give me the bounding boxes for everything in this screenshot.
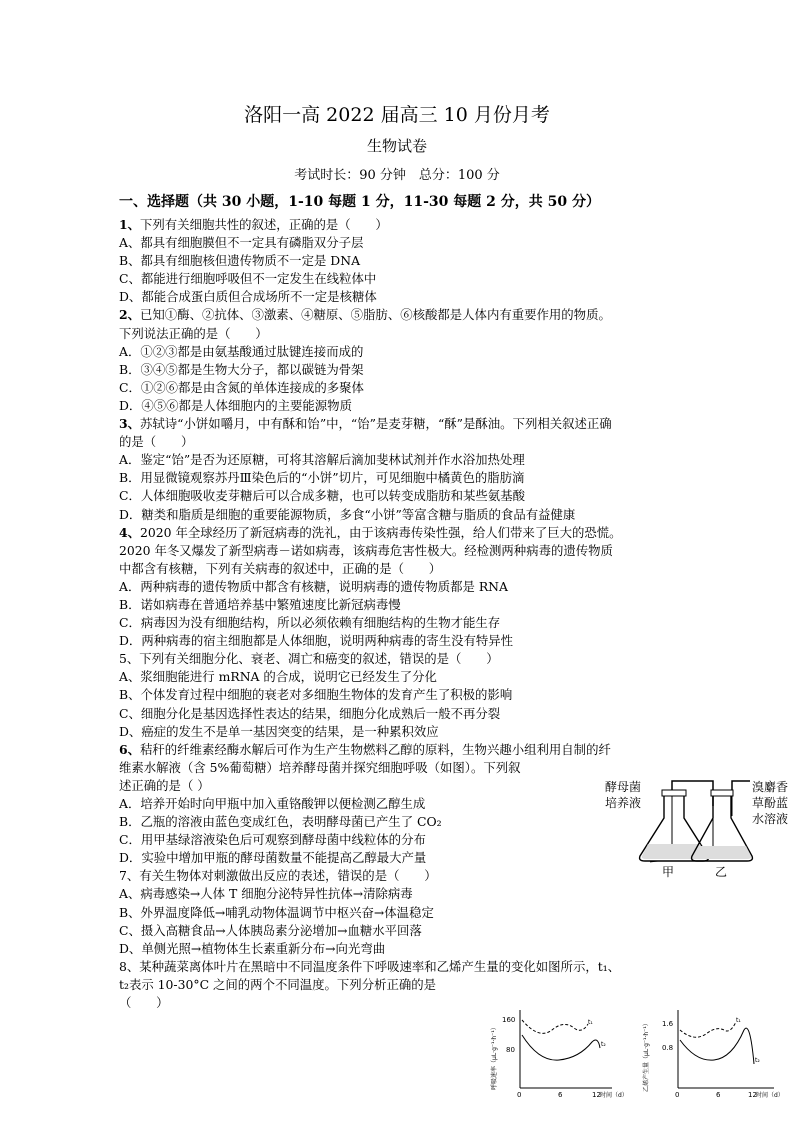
respiration-label-t1: t₁ — [588, 1019, 593, 1026]
question-text: D．糖类和脂质是细胞的重要能源物质，多食“小饼”等富含糖与脂质的食品有益健康 — [119, 506, 576, 522]
respiration-xtick-6: 6 — [558, 1091, 563, 1099]
ethylene-ylabel: 乙烯产生量（μL·g⁻¹·h⁻¹） — [643, 1020, 650, 1092]
section-title: 一、选择题（共 30 小题，1-10 每题 1 分，11-30 每题 2 分，共 50 分） — [119, 194, 600, 210]
question-number: 2、 — [119, 307, 141, 323]
question-line — [119, 705, 699, 723]
question-line — [119, 958, 699, 976]
question-line — [119, 234, 699, 252]
question-line — [119, 596, 699, 614]
ethylene-chart — [634, 1000, 784, 1110]
question-text: 8、某种蔬菜离体叶片在黑暗中不同温度条件下呼吸速率和乙烯产生量的变化如图所示，t₁、 — [119, 958, 621, 974]
question-line — [119, 668, 699, 686]
respiration-chart — [484, 1000, 628, 1110]
question-text: 中都含有核糖，下列有关病毒的叙述中，正确的是（ ） — [119, 560, 442, 576]
exam-subtitle: 生物试卷 — [366, 137, 427, 155]
ethylene-xtick-6: 6 — [716, 1091, 721, 1099]
question-text: 5、下列有关细胞分化、衰老、凋亡和癌变的叙述，错误的是（ ） — [119, 651, 499, 667]
question-line — [119, 469, 699, 487]
question-number: 1、 — [119, 217, 141, 232]
indicator-label-line3: 水溶液 — [752, 812, 789, 826]
respiration-curve-t2 — [522, 1035, 600, 1060]
question-line — [119, 976, 699, 994]
flask-yi-label: 乙 — [715, 865, 728, 879]
indicator-label-line1: 溴麝香 — [752, 780, 789, 794]
question-text: 下列有关细胞共性的叙述，正确的是（ ） — [140, 217, 388, 232]
question-text: C．人体细胞吸收麦芽糖后可以合成多糖，也可以转变成脂肪和某些氨基酸 — [119, 488, 525, 504]
question-text: C．用甲基绿溶液染色后可观察到酵母菌中线粒体的分布 — [119, 832, 426, 848]
indicator-label-line2: 草酚蓝 — [752, 796, 789, 810]
question-number: 3、 — [119, 416, 141, 432]
question-text: B、都具有细胞核但遗传物质不一定是 DNA — [119, 253, 361, 269]
question-text: B．诺如病毒在普通培养基中繁殖速度比新冠病毒慢 — [119, 596, 401, 612]
question-text: C、摄入高糖食品→人体胰岛素分泌增加→血糖水平回落 — [119, 922, 422, 938]
question-text: A、病毒感染→人体 T 细胞分泌特异性抗体→清除病毒 — [119, 886, 413, 902]
respiration-xlabel: 时间（d） — [600, 1092, 628, 1099]
exam-title: 洛阳一高 2022 届高三 10 月份月考 — [244, 104, 550, 126]
question-line — [119, 325, 699, 343]
flask-figure — [600, 776, 794, 878]
question-text: A．鉴定“饴”是否为还原糖，可将其溶解后滴加斐林试剂并作水浴加热处理 — [119, 452, 525, 468]
question-line — [119, 252, 699, 270]
ethylene-xtick-0: 0 — [675, 1091, 680, 1099]
question-text: 苏轼诗“小饼如嚼月，中有酥和饴”中，“饴”是麦芽糖，“酥”是酥油。下列相关叙述正确 — [140, 416, 612, 432]
question-text: D．两种病毒的宿主细胞都是人体细胞，说明两种病毒的寄生没有特异性 — [119, 633, 514, 649]
question-text: （ ） — [119, 995, 169, 1011]
question-text: B、外界温度降低→哺乳动物体温调节中枢兴奋→体温稳定 — [119, 904, 434, 920]
question-text: D、癌症的发生不是单一基因突变的结果，是一种累积效应 — [119, 723, 439, 739]
respiration-ytick-160: 160 — [502, 1016, 516, 1024]
question-line — [119, 632, 699, 650]
respiration-ylabel: 呼吸速率（μL·g⁻¹·h⁻¹） — [491, 1024, 498, 1090]
question-text: B．用显微镜观察苏丹Ⅲ染色后的“小饼”切片，可见细胞中橘黄色的脂肪滴 — [119, 470, 525, 486]
question-text: D、单侧光照→植物体生长素重新分布→向光弯曲 — [119, 940, 386, 956]
ethylene-curve-t2 — [680, 1028, 754, 1064]
question-line — [119, 650, 699, 668]
question-text: A、都具有细胞膜但不一定具有磷脂双分子层 — [119, 235, 364, 251]
question-text: 2020 年全球经历了新冠病毒的洗礼，由于该病毒传染性强，给人们带来了巨大的恐慌。 — [140, 524, 622, 540]
question-line — [119, 759, 699, 777]
yeast-label-line2: 培养液 — [605, 796, 642, 810]
question-number: 6、 — [119, 741, 141, 757]
question-line — [119, 361, 699, 379]
question-line — [119, 216, 699, 234]
question-text: A、浆细胞能进行 mRNA 的合成，说明它已经发生了分化 — [119, 669, 437, 685]
question-line — [119, 379, 699, 397]
question-line — [119, 560, 699, 578]
yeast-label-line1: 酵母菌 — [605, 780, 642, 794]
question-text: 下列说法正确的是（ ） — [119, 325, 268, 341]
question-line — [119, 686, 699, 704]
ethylene-ytick-0-8: 0.8 — [662, 1044, 674, 1052]
question-text: 述正确的是（ ） — [119, 777, 210, 793]
question-text: A．两种病毒的遗传物质中都含有核糖，说明病毒的遗传物质都是 RNA — [119, 578, 508, 594]
question-number: 4、 — [119, 524, 141, 540]
question-text: B．③④⑤都是生物大分子，都以碳链为骨架 — [119, 361, 364, 377]
question-line — [119, 415, 699, 433]
question-text: B．乙瓶的溶液由蓝色变成红色，表明酵母菌已产生了 CO₂ — [119, 814, 442, 830]
question-line — [119, 723, 699, 741]
question-line — [119, 487, 699, 505]
ethylene-label-t2: t₂ — [755, 1057, 760, 1064]
question-line — [119, 940, 699, 958]
ethylene-label-t1: t₁ — [736, 1017, 741, 1024]
question-line — [119, 306, 699, 324]
question-text: D．④⑤⑥都是人体细胞内的主要能源物质 — [119, 397, 352, 413]
ethylene-xtick-12: 12 — [748, 1091, 757, 1099]
exam-meta: 考试时长：90 分钟 总分：100 分 — [294, 168, 500, 183]
ethylene-curve-t1 — [680, 1022, 736, 1037]
question-line — [119, 542, 699, 560]
question-line — [119, 433, 699, 451]
question-text: C．病毒因为没有细胞结构，所以必须依赖有细胞结构的生物才能生存 — [119, 615, 501, 631]
question-line — [119, 614, 699, 632]
question-line — [119, 270, 699, 288]
question-text: A．①②③都是由氨基酸通过肽键连接而成的 — [119, 343, 364, 359]
question-line — [119, 288, 699, 306]
question-text: 的是（ ） — [119, 434, 194, 450]
question-text: C．①②⑥都是由含氮的单体连接成的多聚体 — [119, 379, 364, 395]
respiration-xtick-12: 12 — [592, 1091, 601, 1099]
question-text: t₂表示 10-30°C 之间的两个不同温度。下列分析正确的是 — [119, 976, 437, 992]
question-text: 秸秆的纤维素经酶水解后可作为生产生物燃料乙醇的原料，生物兴趣小组利用自制的纤 — [140, 741, 611, 757]
question-line — [119, 904, 699, 922]
respiration-curve-t1 — [522, 1020, 588, 1033]
question-text: D、都能合成蛋白质但合成场所不一定是核糖体 — [119, 289, 377, 305]
question-lines — [119, 216, 699, 1012]
question-text: 2020 年冬又爆发了新型病毒－诺如病毒，该病毒危害性极大。经检测两种病毒的遗传物质 — [119, 542, 613, 558]
ethylene-xlabel: 时间（d） — [756, 1092, 784, 1099]
question-line — [119, 885, 699, 903]
question-line — [119, 397, 699, 415]
question-text: B、个体发育过程中细胞的衰老对多细胞生物体的发育产生了积极的影响 — [119, 687, 513, 703]
question-line — [119, 451, 699, 469]
question-text: C、都能进行细胞呼吸但不一定发生在线粒体中 — [119, 271, 377, 287]
question-line — [119, 506, 699, 524]
respiration-xtick-0: 0 — [517, 1091, 522, 1099]
question-text: C、细胞分化是基因选择性表达的结果，细胞分化成熟后一般不再分裂 — [119, 705, 501, 721]
question-text: 7、有关生物体对刺激做出反应的表述，错误的是（ ） — [119, 868, 437, 884]
question-line — [119, 922, 699, 940]
respiration-label-t2: t₂ — [601, 1041, 606, 1048]
question-line — [119, 524, 699, 542]
question-text: 维素水解液（含 5%葡萄糖）培养酵母菌并探究细胞呼吸（如图）。下列叙 — [119, 759, 521, 775]
question-line — [119, 343, 699, 361]
question-text: A．培养开始时向甲瓶中加入重铬酸钾以便检测乙醇生成 — [119, 796, 426, 811]
question-line — [119, 578, 699, 596]
question-text: D．实验中增加甲瓶的酵母菌数量不能提高乙醇最大产量 — [119, 850, 427, 866]
ethylene-ytick-1-6: 1.6 — [662, 1020, 674, 1028]
flask-jia-label: 甲 — [662, 865, 675, 879]
question-line — [119, 741, 699, 759]
respiration-ytick-80: 80 — [506, 1046, 515, 1054]
question-text: 已知①酶、②抗体、③激素、④糖原、⑤脂肪、⑥核酸都是人体内有重要作用的物质。 — [140, 307, 611, 323]
